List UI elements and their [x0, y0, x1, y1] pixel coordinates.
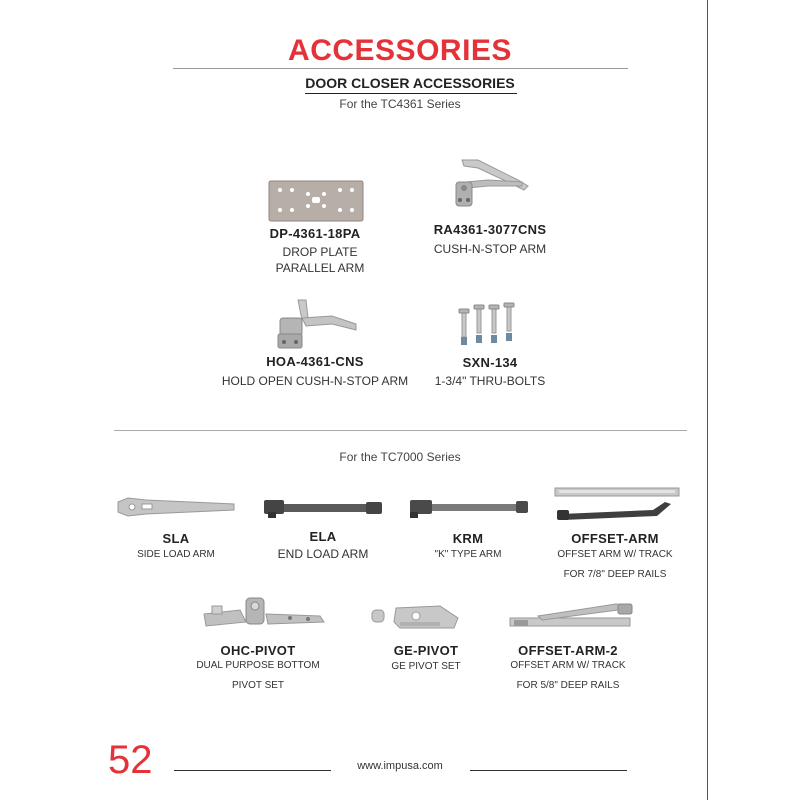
page-edge-divider	[707, 0, 708, 800]
offset-arm-2-icon	[508, 602, 636, 632]
product-code-ela: ELA	[309, 529, 337, 544]
product-desc-sxn-134: 1-3/4" THRU-BOLTS	[434, 374, 546, 388]
product-desc-sla: SIDE LOAD ARM	[137, 549, 215, 560]
thru-bolts-icon	[458, 303, 522, 347]
section-divider	[114, 430, 687, 431]
page-title: ACCESSORIES	[288, 34, 512, 67]
product-desc-ra4361-3077cns: CUSH-N-STOP ARM	[433, 242, 547, 256]
k-type-arm-icon	[408, 496, 530, 520]
offset-arm-icon	[553, 486, 683, 522]
drop-plate-icon	[268, 180, 364, 222]
end-load-arm-icon	[262, 498, 384, 520]
side-load-arm-icon	[116, 496, 236, 518]
product-desc-offset-arm-line2: FOR 7/8" DEEP RAILS	[563, 569, 667, 580]
ohc-pivot-icon	[200, 596, 326, 630]
title-divider	[173, 68, 628, 69]
ge-pivot-icon	[370, 600, 462, 632]
product-code-ra4361-3077cns: RA4361-3077CNS	[433, 222, 547, 237]
product-desc-ohc-pivot-line2: PIVOT SET	[231, 680, 285, 691]
section-heading-underline	[305, 93, 517, 94]
series-note-tc7000: For the TC7000 Series	[339, 450, 461, 464]
product-desc-ela: END LOAD ARM	[277, 547, 369, 561]
product-code-krm: KRM	[452, 531, 484, 546]
product-code-dp-4361-18pa: DP-4361-18PA	[269, 226, 361, 241]
product-desc-offset-arm-2-line1: OFFSET ARM W/ TRACK	[510, 660, 626, 671]
product-desc-ohc-pivot-line1: DUAL PURPOSE BOTTOM	[196, 660, 320, 671]
product-desc-dp-4361-18pa-line2: PARALLEL ARM	[275, 261, 365, 275]
section-heading: DOOR CLOSER ACCESSORIES	[305, 75, 515, 91]
product-desc-offset-arm-line1: OFFSET ARM W/ TRACK	[557, 549, 673, 560]
product-code-offset-arm-2: OFFSET-ARM-2	[518, 643, 618, 658]
footer-divider-right	[470, 770, 627, 771]
product-desc-ge-pivot: GE PIVOT SET	[391, 661, 461, 672]
cush-n-stop-arm-icon	[448, 156, 532, 212]
footer-divider-left	[174, 770, 331, 771]
product-code-sla: SLA	[162, 531, 190, 546]
product-desc-hoa-4361-cns: HOLD OPEN CUSH-N-STOP ARM	[221, 374, 409, 388]
product-desc-dp-4361-18pa-line1: DROP PLATE	[282, 245, 358, 259]
product-desc-offset-arm-2-line2: FOR 5/8" DEEP RAILS	[516, 680, 620, 691]
page-number: 52	[108, 738, 153, 782]
product-code-sxn-134: SXN-134	[462, 355, 518, 370]
product-code-hoa-4361-cns: HOA-4361-CNS	[266, 354, 364, 369]
product-code-ohc-pivot: OHC-PIVOT	[220, 643, 296, 658]
product-desc-krm: "K" TYPE ARM	[434, 549, 502, 560]
series-note-tc4361: For the TC4361 Series	[339, 97, 461, 111]
product-code-ge-pivot: GE-PIVOT	[393, 643, 459, 658]
product-code-offset-arm: OFFSET-ARM	[571, 531, 659, 546]
hold-open-arm-icon	[272, 298, 362, 350]
footer-url[interactable]: www.impusa.com	[357, 760, 443, 772]
